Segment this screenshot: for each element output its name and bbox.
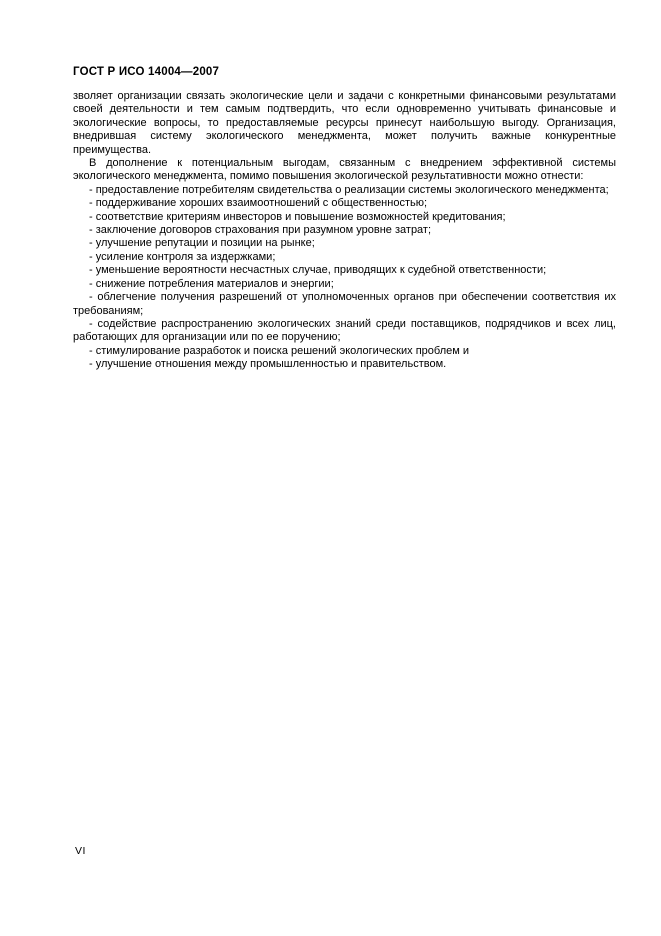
- document-header: ГОСТ Р ИСО 14004—2007: [73, 66, 220, 78]
- document-body: [73, 90, 616, 372]
- paragraph-intro: В дополнение к потенциальным выгодам, связанным с внедрением эффективной системы экологического менеджмента, помимо повышения экологической результативности можно отнести:: [73, 157, 616, 183]
- list-item: - улучшение репутации и позиции на рынке;: [89, 237, 315, 250]
- list-item: - уменьшение вероятности несчастных случае, приводящих к судебной ответственности;: [89, 264, 547, 277]
- list-item: - соответствие критериям инвесторов и повышение возможностей кредитования;: [89, 210, 506, 223]
- list-item: - поддерживание хороших взаимоотношений с общественностью;: [89, 197, 428, 210]
- list-item: - снижение потребления материалов и энергии;: [89, 277, 334, 290]
- list-item: - стимулирование разработок и поиска решений экологических проблем и: [89, 344, 469, 357]
- list-item: - заключение договоров страхования при разумном уровне затрат;: [89, 224, 432, 237]
- page-number: VI: [75, 845, 86, 857]
- list-item: - усиление контроля за издержками;: [89, 250, 276, 263]
- paragraph-continuation: зволяет организации связать экологические цели и задачи с конкретными финансовыми результатами своей деятельности и тем самым подтвердить, что если одновременно учитывать финансовые и экологические вопросы, то предоставляемые ресурсы принесут наибольшую выгоду. Организация, внедрившая систему экологического менеджмента, может получить важные конкурентные преимущества.: [73, 90, 616, 156]
- list-item: - содействие распространению экологических знаний среди поставщиков, подрядчиков и всех лиц, работающих для организации или по ее поручению;: [73, 317, 616, 344]
- list-item: - улучшение отношения между промышленностью и правительством.: [89, 358, 447, 371]
- list-item: - облегчение получения разрешений от уполномоченных органов при обеспечении соответствия их требованиям;: [73, 291, 616, 317]
- list-item: - предоставление потребителям свидетельства о реализации системы экологического менеджмента;: [89, 183, 609, 196]
